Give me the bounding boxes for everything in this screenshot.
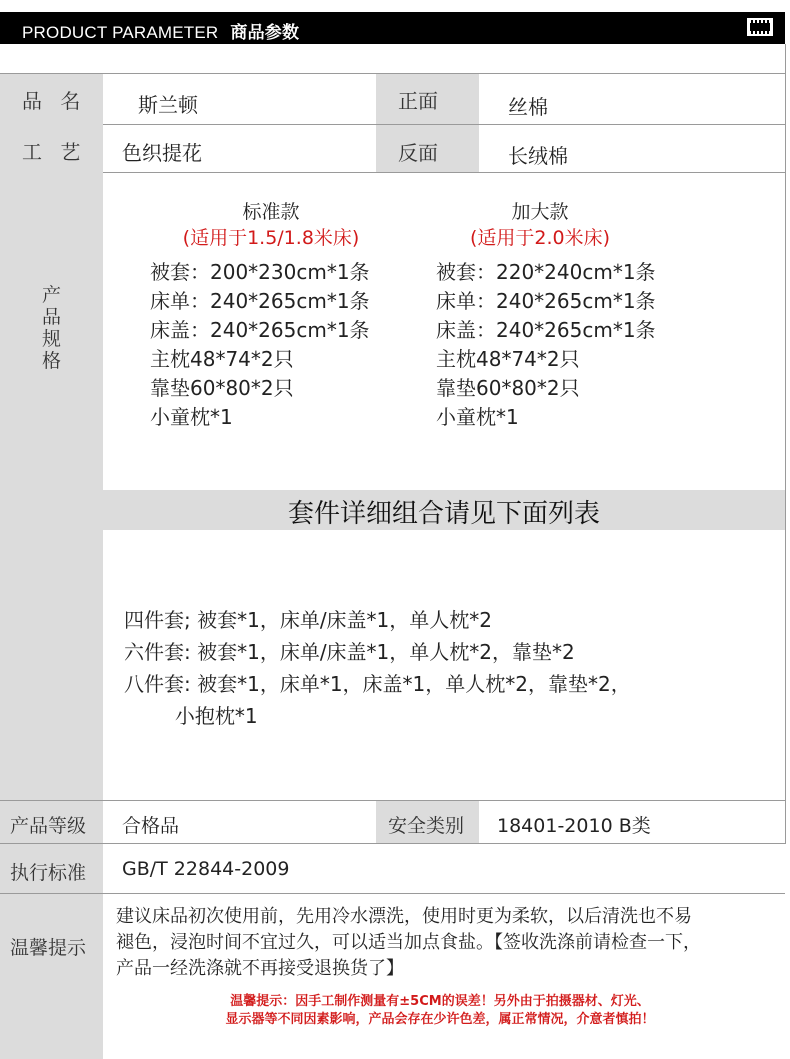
tips-line: 褪色，浸泡时间不宜过久，可以适当加点食盐。【签收洗涤前请检查一下， [116, 932, 701, 953]
row-divider-5 [0, 893, 785, 894]
standard-item: 被套：200*230cm*1条 [150, 260, 370, 284]
safety-label: 安全类别 [388, 815, 465, 837]
large-item: 主枕48*74*2只 [436, 347, 580, 371]
back-value: 长绒棉 [508, 144, 568, 168]
standard-item: 床盖：240*265cm*1条 [150, 318, 370, 342]
label-column [0, 74, 103, 1059]
exec-standard-value: GB/T 22844-2009 [122, 858, 290, 880]
right-border [785, 44, 786, 844]
standard-item: 主枕48*74*2只 [150, 347, 294, 371]
large-item: 小童枕*1 [436, 405, 519, 429]
combo-line: 六件套: 被套*1，床单/床盖*1，单人枕*2，靠垫*2 [124, 640, 575, 664]
back-label: 反面 [398, 141, 438, 165]
film-icon [747, 18, 773, 36]
exec-standard-label: 执行标准 [10, 862, 87, 884]
tips-warning [150, 993, 730, 1029]
large-subtitle: (适用于2.0米床) [469, 227, 611, 249]
standard-item: 靠垫60*80*2只 [150, 376, 294, 400]
large-item: 被套：220*240cm*1条 [436, 260, 656, 284]
front-value: 丝棉 [508, 95, 548, 119]
standard-subtitle: (适用于1.5/1.8米床) [182, 227, 360, 249]
name-value: 斯兰顿 [138, 93, 198, 117]
large-item: 床单：240*265cm*1条 [436, 289, 656, 313]
combo-line: 四件套; 被套*1，床单/床盖*1，单人枕*2 [124, 608, 493, 632]
large-list [436, 258, 656, 432]
header-title-en: PRODUCT PARAMETER [22, 23, 219, 42]
standard-list [150, 258, 370, 432]
grade-label: 产品等级 [10, 815, 87, 837]
standard-item: 床单：240*265cm*1条 [150, 289, 370, 313]
combo-list [124, 604, 631, 732]
tips-line: 产品一经洗涤就不再接受退换货了】 [116, 958, 404, 979]
front-label: 正面 [398, 89, 438, 113]
spec-label: 产品规格 [42, 284, 62, 372]
standard-title: 标准款 [242, 201, 300, 223]
warning-line: 显示器等不同因素影响，产品会存在少许色差，属正常情况，介意者慎拍！ [225, 1012, 655, 1027]
row-divider-2 [103, 172, 785, 173]
craft-label: 工 艺 [22, 140, 87, 164]
tips-label: 温馨提示 [10, 937, 87, 959]
tips-text [116, 904, 701, 982]
header-title [22, 18, 299, 43]
craft-value: 色织提花 [122, 141, 202, 165]
grade-value: 合格品 [122, 815, 180, 837]
warning-line: 温馨提示：因手工制作测量有±5CM的误差！另外由于拍摄器材、灯光、 [230, 994, 650, 1009]
header-title-cn: 商品参数 [230, 23, 300, 43]
large-item: 床盖：240*265cm*1条 [436, 318, 656, 342]
large-title: 加大款 [511, 201, 569, 223]
combo-line: 小抱枕*1 [124, 704, 258, 728]
standard-item: 小童枕*1 [150, 405, 233, 429]
header-bar [0, 12, 785, 44]
combo-line: 八件套: 被套*1，床单*1，床盖*1，单人枕*2，靠垫*2， [124, 672, 631, 696]
combo-heading: 套件详细组合请见下面列表 [287, 499, 600, 529]
large-item: 靠垫60*80*2只 [436, 376, 580, 400]
tips-line: 建议床品初次使用前，先用冷水漂洗，使用时更为柔软，以后清洗也不易 [116, 906, 692, 927]
name-label: 品 名 [22, 89, 87, 113]
row-divider-4 [0, 843, 785, 844]
safety-value: 18401-2010 B类 [497, 815, 651, 837]
